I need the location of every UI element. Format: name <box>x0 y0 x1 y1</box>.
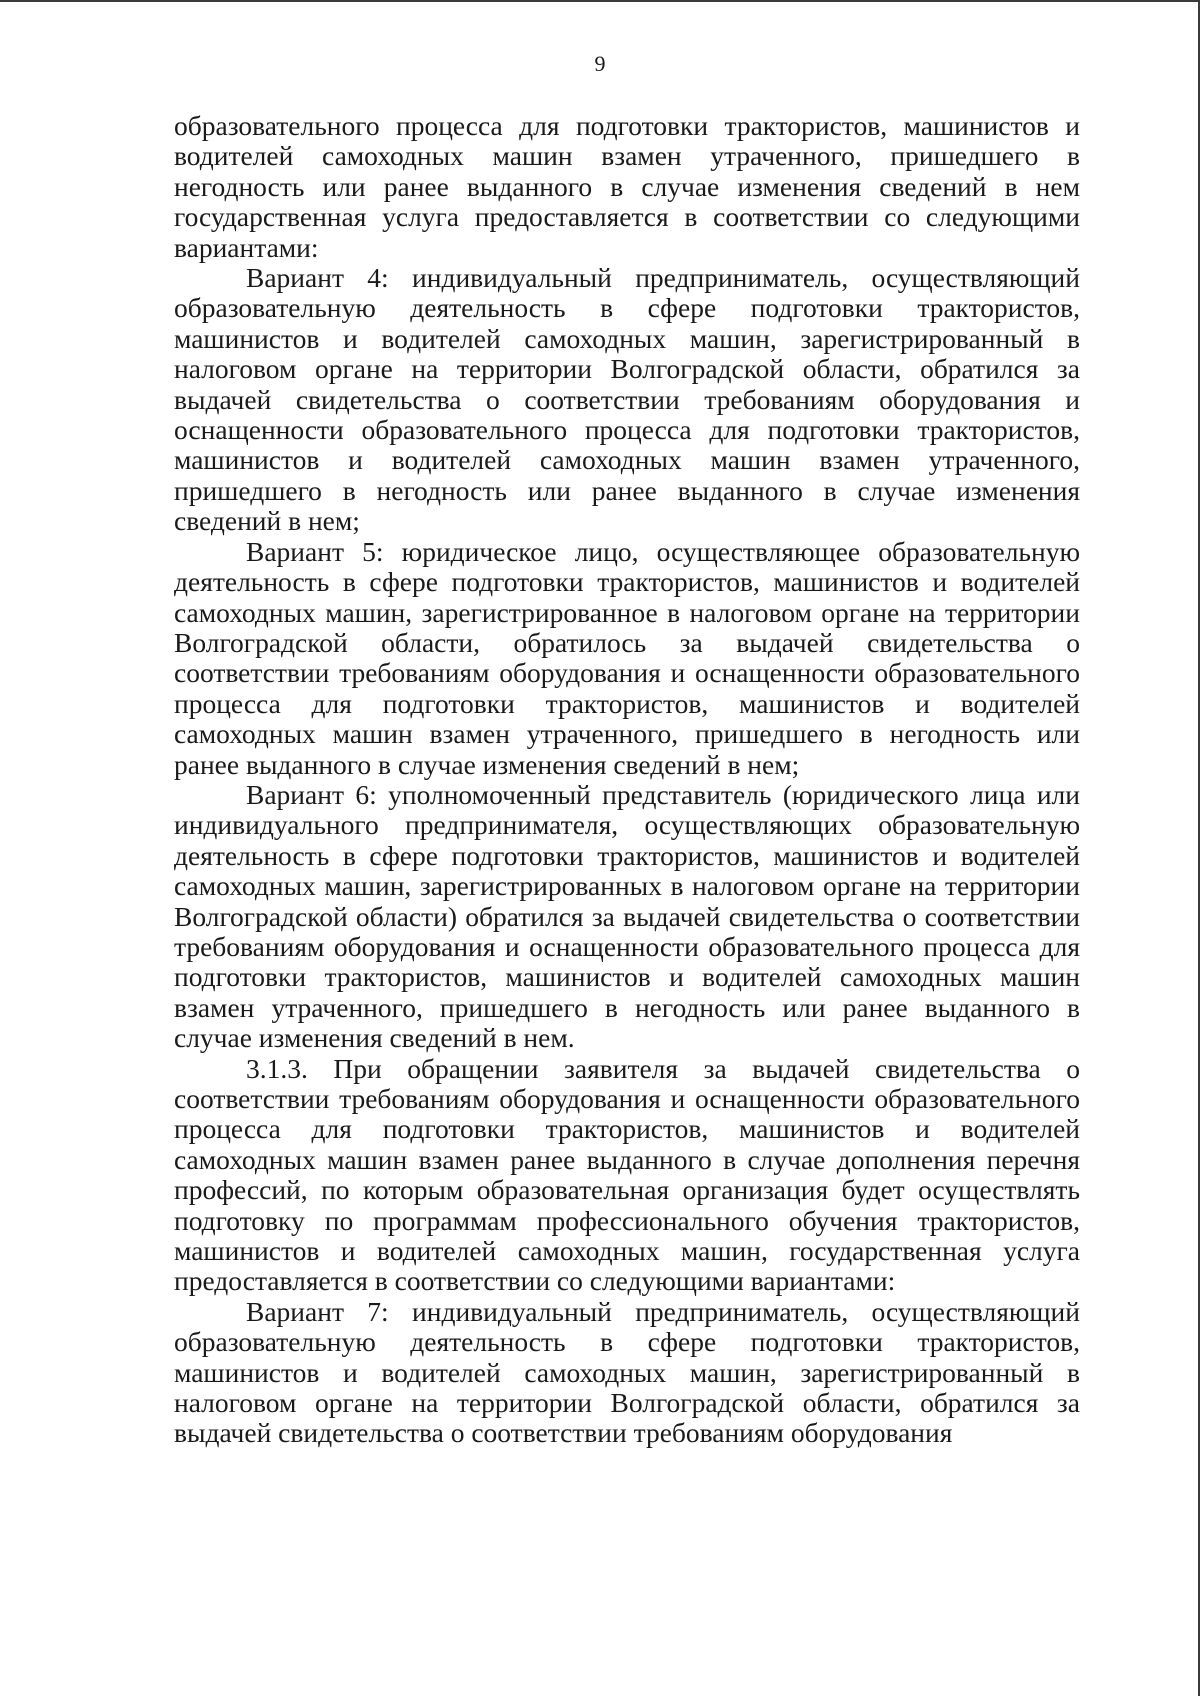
paragraph-variant-7: Вариант 7: индивидуальный предприниматель, осуществляющий образовательную деятельность в сфере подготовки трактористов, машинистов и водителей самоходных машин, зарегистрированный в налоговом органе на территории Волгоградской области, обратился за выдачей свидетельства о соответствии требованиям оборудования <box>174 1295 1080 1449</box>
document-body <box>174 111 1080 1449</box>
paragraph-variant-5: Вариант 5: юридическое лицо, осуществляющее образовательную деятельность в сфере подготовки трактористов, машинистов и водителей самоходных машин, зарегистрированное в налоговом органе на территории Волгоградской области, обратилось за выдачей свидетельства о соответствии требованиям оборудования и оснащенности образовательного процесса для подготовки трактористов, машинистов и водителей самоходных машин взамен утраченного, пришедшего в негодность или ранее выданного в случае изменения сведений в нем; <box>174 535 1080 780</box>
scan-edge-top <box>0 0 1200 2</box>
paragraph-3-1-3: 3.1.3. При обращении заявителя за выдачей свидетельства о соответствии требованиям оборудования и оснащенности образовательного процесса для подготовки трактористов, машинистов и водителей самоходных машин взамен ранее выданного в случае дополнения перечня профессий, по которым образовательная организация будет осуществлять подготовку по программам профессионального обучения трактористов, машинистов и водителей самоходных машин, государственная услуга предоставляется в соответствии со следующими вариантами: <box>174 1052 1080 1297</box>
page-number: 9 <box>594 51 606 76</box>
paragraph-variant-4: Вариант 4: индивидуальный предприниматель, осуществляющий образовательную деятельность в сфере подготовки трактористов, машинистов и водителей самоходных машин, зарегистрированный в налоговом органе на территории Волгоградской области, обратился за выдачей свидетельства о соответствии требованиям оборудования и оснащенности образовательного процесса для подготовки трактористов, машинистов и водителей самоходных машин взамен утраченного, пришедшего в негодность или ранее выданного в случае изменения сведений в нем; <box>174 262 1080 537</box>
paragraph-continuation: образовательного процесса для подготовки трактористов, машинистов и водителей самоходных машин взамен утраченного, пришедшего в негодность или ранее выданного в случае изменения сведений в нем государственная услуга предоставляется в соответствии со следующими вариантами: <box>174 110 1080 263</box>
paragraph-variant-6: Вариант 6: уполномоченный представитель (юридического лица или индивидуального предпринимателя, осуществляющих образовательную деятельность в сфере подготовки трактористов, машинистов и водителей самоходных машин, зарегистрированных в налоговом органе на территории Волгоградской области) обратился за выдачей свидетельства о соответствии требованиям оборудования и оснащенности образовательного процесса для подготовки трактористов, машинистов и водителей самоходных машин взамен утраченного, пришедшего в негодность или ранее выданного в случае изменения сведений в нем. <box>174 778 1080 1054</box>
